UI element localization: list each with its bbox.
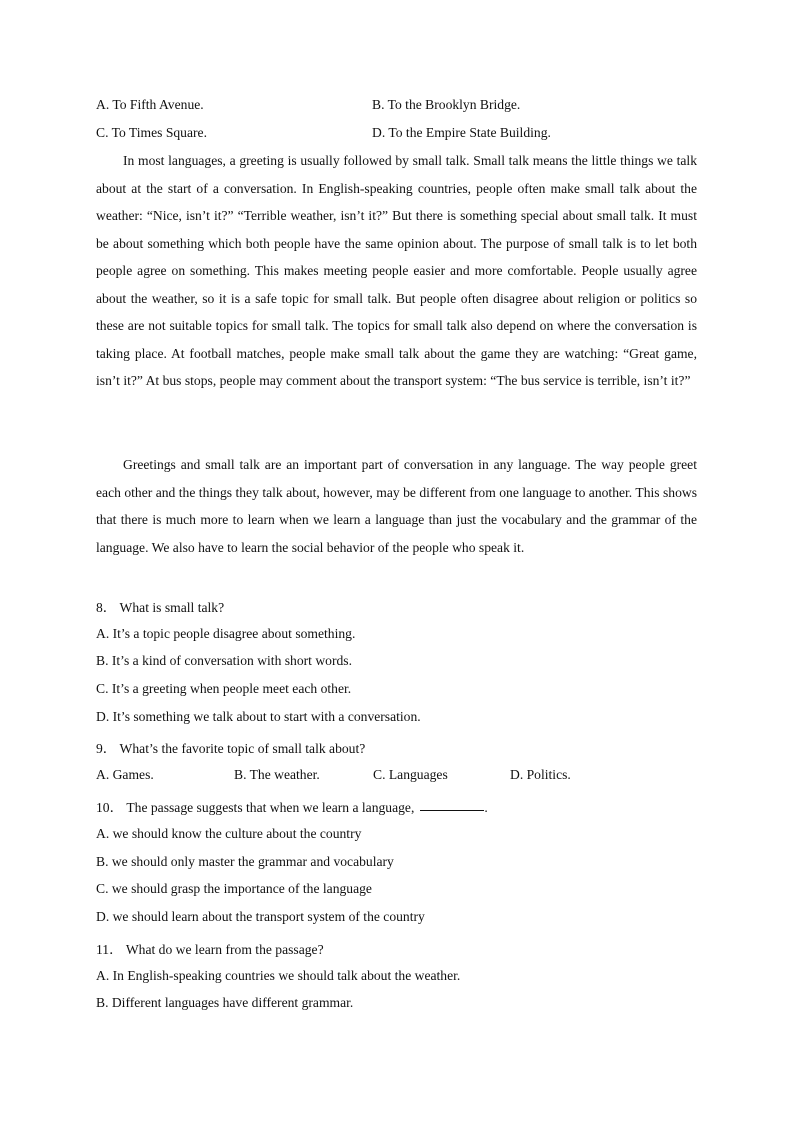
passage-paragraph-2-text: Greetings and small talk are an important part of conversation in any language. The way people greet each other and the things they talk about, however, may be different from one language to another. This shows that there is much more to learn when we learn a language than just the vocabulary and the grammar of the language. We also have to learn the social behavior of the people who speak it.	[96, 457, 697, 555]
q10-stem-end: .	[484, 800, 488, 815]
q10-option-c: C. we should grasp the importance of the language	[96, 881, 372, 896]
q10-stem	[96, 796, 488, 816]
q7-option-b: B. To the Brooklyn Bridge.	[372, 97, 521, 112]
q9-option-b: B. The weather.	[234, 767, 320, 782]
passage-paragraph-1-text: In most languages, a greeting is usually followed by small talk. Small talk means the little things we talk about at the start of a conversation. In English-speaking countries, people often make small talk about the weather: “Nice, isn’t it?” “Terrible weather, isn’t it?” But there is something special about small talk. It must be about something which both people have the same opinion about. The purpose of small talk is to let both people agree on something. This makes meeting people easier and more comfortable. People usually agree about the weather, so it is a safe topic for small talk. But people often disagree about religion or politics so these are not suitable topics for small talk. The topics for small talk also depend on where the conversation is taking place. At football matches, people make small talk about the game they are watching: “Great game, isn’t it?” At bus stops, people may comment about the transport system: “The bus service is terrible, isn’t it?”	[96, 153, 697, 388]
passage-paragraph-1	[96, 147, 697, 395]
q7-option-a: A. To Fifth Avenue.	[96, 97, 204, 112]
q8-option-a: A. It’s a topic people disagree about something.	[96, 626, 356, 641]
q10-option-b: B. we should only master the grammar and vocabulary	[96, 854, 394, 869]
q9-option-c: C. Languages	[373, 767, 448, 782]
q9-stem: 9． What’s the favorite topic of small talk about?	[96, 741, 366, 756]
q7-option-c: C. To Times Square.	[96, 125, 207, 140]
q7-option-d: D. To the Empire State Building.	[372, 125, 551, 140]
q8-option-d: D. It’s something we talk about to start with a conversation.	[96, 709, 421, 724]
q9-option-d: D. Politics.	[510, 767, 571, 782]
q11-option-a: A. In English-speaking countries we should talk about the weather.	[96, 968, 461, 983]
answer-blank	[420, 798, 484, 811]
q11-stem: 11． What do we learn from the passage?	[96, 942, 324, 957]
q11-option-b: B. Different languages have different grammar.	[96, 995, 354, 1010]
q8-option-b: B. It’s a kind of conversation with short words.	[96, 653, 352, 668]
q8-stem: 8． What is small talk?	[96, 600, 225, 615]
passage-paragraph-2	[96, 451, 697, 561]
q10-stem-text: 10． The passage suggests that when we learn a language,	[96, 800, 415, 815]
q10-option-d: D. we should learn about the transport system of the country	[96, 909, 425, 924]
q8-option-c: C. It’s a greeting when people meet each other.	[96, 681, 352, 696]
q9-option-a: A. Games.	[96, 767, 154, 782]
q10-option-a: A. we should know the culture about the country	[96, 826, 362, 841]
